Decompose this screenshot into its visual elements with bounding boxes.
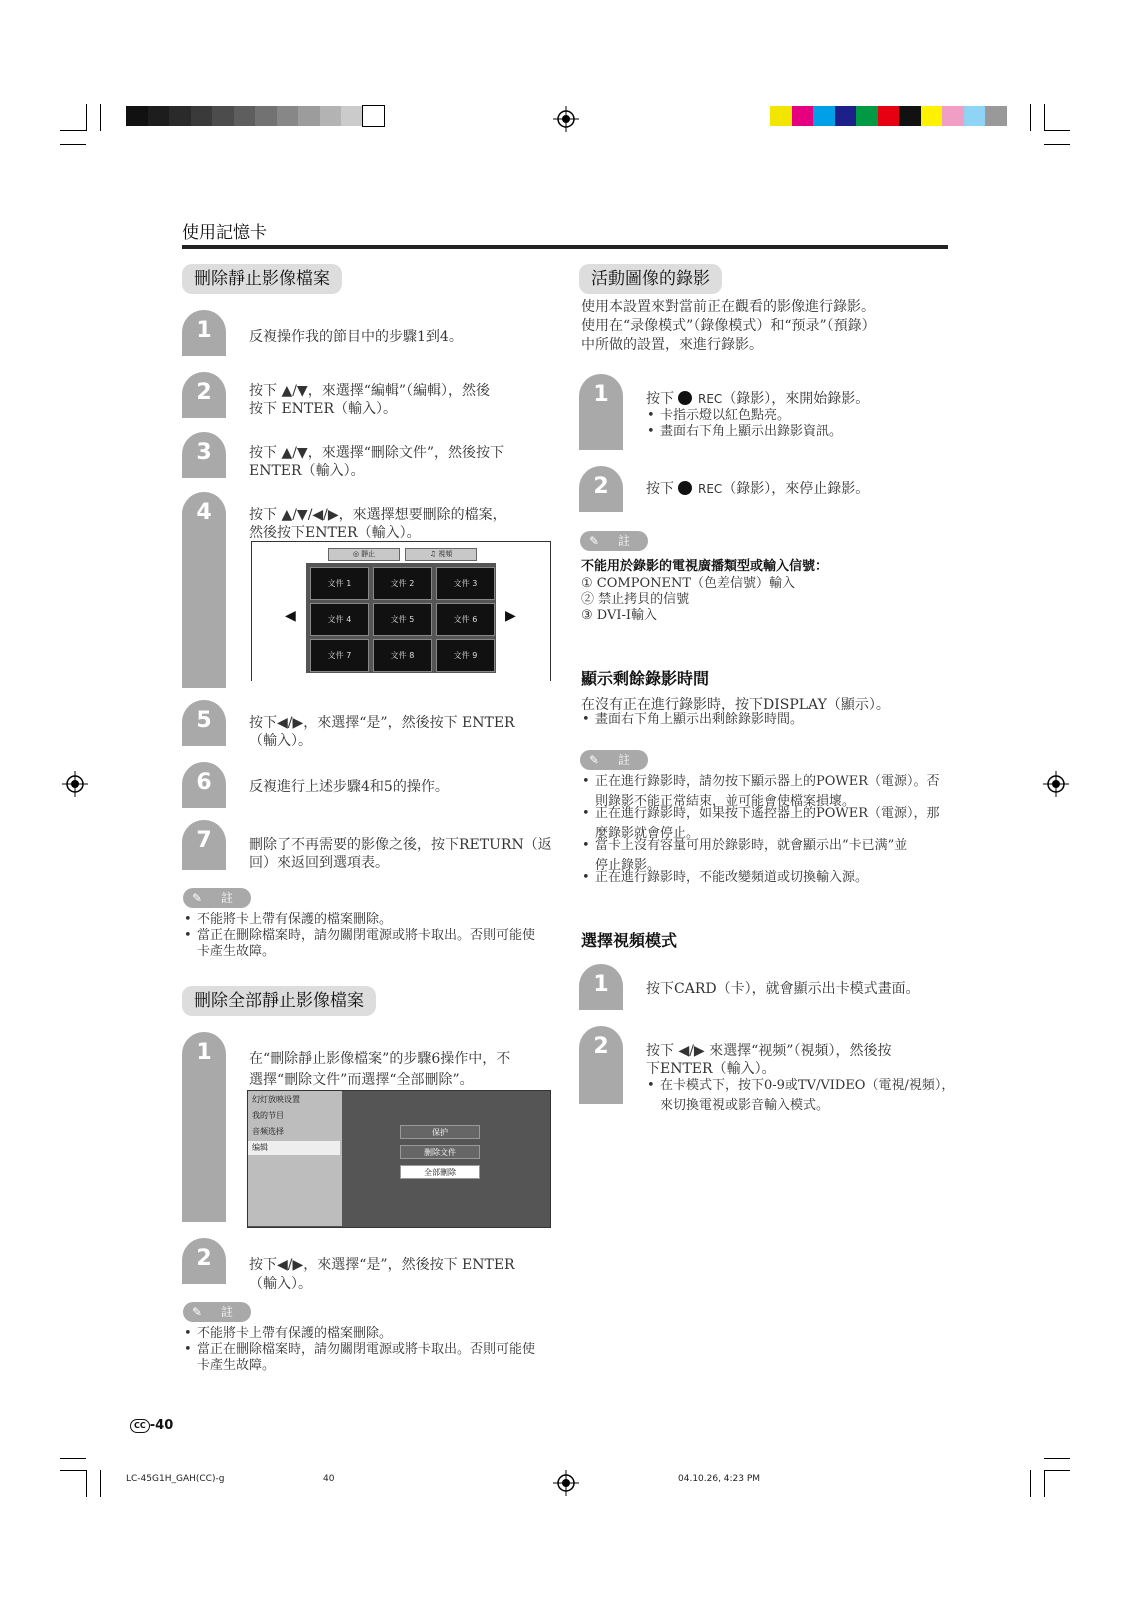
- gray-swatch: [277, 106, 299, 126]
- gray-swatch: [148, 106, 170, 126]
- note-list: [183, 912, 553, 944]
- bullet-item-continued: 來切換電視或影音輸入模式。: [660, 1098, 830, 1113]
- step-5-text-line1: 按下◀/▶，來選擇“是”，然後按下 ENTER: [249, 715, 515, 731]
- step-2-text-line2: 按下 ENTER（輸入）。: [249, 401, 398, 417]
- color-swatch: [964, 106, 986, 126]
- gray-swatch: [191, 106, 213, 126]
- footer-filename: LC-45G1H_GAH(CC)-g: [126, 1474, 225, 1484]
- bullet-item: • 畫面右下角上顯示出錄影資訊。: [646, 424, 946, 440]
- step-3-text-line2: ENTER（輸入）。: [249, 463, 365, 479]
- note-item: • 當正在刪除檔案時，請勿關閉電源或將卡取出。否則可能使: [183, 928, 553, 944]
- step-number: 1: [196, 318, 212, 343]
- crop-mark: [86, 1470, 87, 1497]
- intro-line: 使用本設置來對當前正在觀看的影像進行錄影。: [581, 299, 875, 315]
- step-number: 2: [196, 1246, 212, 1271]
- step-number: 2: [593, 474, 609, 499]
- step-1-bar: [182, 1032, 226, 1222]
- color-swatch: [835, 106, 857, 126]
- note-item-continued: 卡產生故障。: [197, 944, 276, 959]
- step-7-text-line2: 回）來返回到選項表。: [249, 855, 389, 871]
- left-arrow-icon[interactable]: ◀: [285, 608, 296, 624]
- page-header-title: 使用記憶卡: [182, 223, 267, 243]
- registration-mark-icon: [553, 1470, 579, 1496]
- step-2-bar: [579, 466, 623, 512]
- step-4-text-line2: 然後按下ENTER（輸入）。: [249, 525, 421, 541]
- color-swatch: [942, 106, 964, 126]
- registration-mark-icon: [1043, 771, 1069, 797]
- crop-mark: [86, 104, 87, 131]
- crop-mark: [1044, 1470, 1070, 1471]
- step-number: 1: [593, 382, 609, 407]
- note-list: [183, 1326, 553, 1358]
- note-item: • 當卡上沒有容量可用於錄影時，就會顯示出“卡已满”並: [581, 838, 951, 854]
- note-item: • 正在進行錄影時，請勿按下顯示器上的POWER（電源）。否: [581, 774, 951, 790]
- crop-mark: [100, 104, 101, 131]
- note-item: ① COMPONENT（色差信號）輸入: [581, 576, 796, 591]
- delete-all-button[interactable]: 全部刪除: [400, 1165, 480, 1179]
- step-number: 5: [196, 708, 212, 733]
- file-thumbnail[interactable]: 文件 5: [373, 603, 432, 636]
- crop-mark: [1030, 104, 1031, 131]
- intro-line: 中所做的設置，來進行錄影。: [581, 337, 763, 353]
- note-tag: ✎ 註: [183, 1302, 251, 1322]
- record-button-icon: [678, 391, 692, 405]
- color-swatch: [856, 106, 878, 126]
- note-list: [581, 806, 951, 822]
- step-number: 4: [196, 500, 212, 525]
- step-4-bar: [182, 492, 226, 688]
- step-number: 2: [196, 380, 212, 405]
- note-item: • 不能將卡上帶有保護的檔案刪除。: [183, 912, 553, 928]
- step-2-text-line1: 按下 ▲/▼，來選擇“編輯”（編輯），然後: [249, 383, 491, 399]
- step-1-bar: [579, 964, 623, 1010]
- footer-page: 40: [323, 1474, 335, 1484]
- gray-swatch: [126, 106, 148, 126]
- crop-mark: [1030, 1470, 1031, 1497]
- step-number: 6: [196, 770, 212, 795]
- step-2-text: 按下 REC（錄影），來停止錄影。: [646, 481, 870, 497]
- gray-swatch: [255, 106, 277, 126]
- language-badge: CC: [130, 1419, 150, 1433]
- step-number: 2: [593, 1034, 609, 1059]
- pencil-icon: ✎: [589, 534, 600, 548]
- step-1-text-line2: 選擇“刪除文件”而選擇“全部刪除”。: [249, 1072, 474, 1088]
- note-tag: ✎ 註: [183, 888, 251, 908]
- step-2-bullets: [646, 1078, 956, 1094]
- file-thumbnail[interactable]: 文件 3: [436, 567, 495, 600]
- rec-key-label: REC: [698, 482, 723, 496]
- crop-mark: [100, 1470, 101, 1497]
- note-item-continued: 麼錄影就會停止。: [595, 826, 700, 841]
- page-number-value: -40: [149, 1418, 174, 1433]
- step-2-text-line1: 按下 ◀/▶ 來選擇“视频”（視頻），然後按: [646, 1043, 892, 1059]
- bullet-item: • 在卡模式下，按下0-9或TV/VIDEO（電視/視頻），: [646, 1078, 956, 1094]
- note-tag: ✎ 註: [580, 750, 648, 770]
- note-list: [581, 870, 951, 886]
- header-rule: [182, 245, 948, 249]
- step-3-bar: [182, 432, 226, 478]
- step-7-text-line1: 刪除了不再需要的影像之後，按下RETURN（返: [249, 837, 552, 853]
- step-number: 1: [593, 972, 609, 997]
- menu-item[interactable]: 我的节目: [252, 1111, 284, 1120]
- note-heading: 不能用於錄影的電視廣播類型或輸入信號：: [581, 559, 829, 574]
- crop-mark: [1044, 144, 1070, 145]
- rec-key-label: REC: [698, 392, 723, 406]
- page-number: [130, 1418, 173, 1433]
- remaining-time-bullets: [581, 712, 941, 728]
- bullet-item: • 畫面右下角上顯示出剩餘錄影時間。: [581, 712, 941, 728]
- step-2-text-line2: 下ENTER（輸入）。: [646, 1061, 776, 1077]
- gray-swatch: [363, 106, 385, 126]
- gray-swatch: [212, 106, 234, 126]
- note-item-continued: 卡產生故障。: [197, 1358, 276, 1373]
- note-item: ③ DVI-I輸入: [581, 608, 658, 623]
- step-1-bar: [579, 374, 623, 450]
- step-2-bar: [579, 1026, 623, 1104]
- delete-file-button[interactable]: 删除文件: [400, 1145, 480, 1159]
- color-swatch: [813, 106, 835, 126]
- step-number: 7: [196, 828, 212, 853]
- crop-mark: [60, 130, 86, 131]
- right-arrow-icon[interactable]: ▶: [505, 608, 516, 624]
- color-swatch: [770, 106, 792, 126]
- section-title-remaining-time: 顯示剩餘錄影時間: [581, 669, 710, 688]
- crop-mark: [1044, 130, 1070, 131]
- color-swatch: [985, 106, 1007, 126]
- step-6-bar: [182, 762, 226, 808]
- gray-swatch: [169, 106, 191, 126]
- note-tag: ✎ 註: [580, 531, 648, 551]
- color-swatch: [921, 106, 943, 126]
- gray-swatch: [320, 106, 342, 126]
- step-1-text: 按下 REC（錄影），來開始錄影。: [646, 391, 870, 407]
- step-5-bar: [182, 700, 226, 746]
- note-item: • 正在進行錄影時，如果按下遙控器上的POWER（電源），那: [581, 806, 951, 822]
- step-1-bullets: [646, 408, 946, 440]
- file-thumbnail[interactable]: 文件 8: [373, 639, 432, 672]
- section-title-video-mode: 選擇視頻模式: [581, 931, 678, 950]
- menu-item[interactable]: 音频选择: [252, 1127, 284, 1136]
- note-item: • 正在進行錄影時，不能改變頻道或切換輸入源。: [581, 870, 951, 886]
- registration-mark-icon: [62, 771, 88, 797]
- file-thumbnail[interactable]: 文件 4: [310, 603, 369, 636]
- section-title-delete-still: 刪除靜止影像檔案: [182, 264, 342, 294]
- step-7-bar: [182, 820, 226, 870]
- color-swatch: [878, 106, 900, 126]
- menu-item-selected[interactable]: 编辑: [248, 1141, 340, 1155]
- step-2-text-line1: 按下◀/▶，來選擇“是”，然後按下 ENTER: [249, 1257, 515, 1273]
- tab-video: ♫ 視頻: [405, 548, 477, 561]
- crop-mark: [60, 1458, 86, 1459]
- bullet-item: • 卡指示燈以紅色點亮。: [646, 408, 946, 424]
- pencil-icon: ✎: [192, 891, 203, 905]
- color-swatch: [899, 106, 921, 126]
- step-2-text-line2: （輸入）。: [249, 1276, 312, 1292]
- crop-mark: [1044, 1458, 1070, 1459]
- note-list: [581, 774, 951, 790]
- note-item: ② 禁止拷貝的信號: [581, 592, 690, 607]
- protect-button[interactable]: 保护: [400, 1125, 480, 1139]
- file-thumbnail[interactable]: 文件 7: [310, 639, 369, 672]
- step-2-bar: [182, 372, 226, 418]
- section-title-delete-all: 刪除全部靜止影像檔案: [182, 986, 376, 1016]
- gray-swatch: [298, 106, 320, 126]
- file-thumbnail[interactable]: 文件 1: [310, 567, 369, 600]
- step-2-bar: [182, 1238, 226, 1284]
- crop-mark: [60, 144, 86, 145]
- crop-mark: [1044, 104, 1045, 131]
- note-item: • 當正在刪除檔案時，請勿關閉電源或將卡取出。否則可能使: [183, 1342, 553, 1358]
- color-swatch: [792, 106, 814, 126]
- step-4-text-line1: 按下 ▲/▼/◀/▶，來選擇想要刪除的檔案，: [249, 507, 507, 523]
- step-number: 3: [196, 440, 212, 465]
- file-thumbnail[interactable]: 文件 2: [373, 567, 432, 600]
- note-list: [581, 838, 951, 854]
- step-1-text: 反複操作我的節目中的步驟1到4。: [249, 329, 463, 345]
- remaining-time-text: 在沒有正在進行錄影時，按下DISPLAY（顯示）。: [581, 697, 890, 713]
- registration-mark-icon: [553, 106, 579, 132]
- gray-swatch: [341, 106, 363, 126]
- step-6-text: 反複進行上述步驟4和5的操作。: [249, 779, 449, 795]
- note-item-continued: 停止錄影。: [595, 858, 661, 873]
- footer-timestamp: 04.10.26, 4:23 PM: [678, 1474, 761, 1484]
- gray-swatch: [234, 106, 256, 126]
- pencil-icon: ✎: [192, 1305, 203, 1319]
- menu-item[interactable]: 幻灯放映设置: [252, 1095, 300, 1104]
- note-item-continued: 則錄影不能正常結束，並可能會使檔案損壞。: [595, 794, 856, 809]
- section-title-record: 活動圖像的錄影: [579, 264, 722, 294]
- crop-mark: [1044, 1470, 1045, 1497]
- tab-still: ◎ 靜止: [328, 548, 400, 561]
- step-5-text-line2: （輸入）。: [249, 733, 312, 749]
- note-item: • 不能將卡上帶有保護的檔案刪除。: [183, 1326, 553, 1342]
- crop-mark: [60, 1470, 86, 1471]
- file-thumbnail[interactable]: 文件 9: [436, 639, 495, 672]
- file-thumbnail[interactable]: 文件 6: [436, 603, 495, 636]
- step-1-text-line1: 在“刪除靜止影像檔案”的步驟6操作中，不: [249, 1051, 511, 1067]
- step-number: 1: [196, 1040, 212, 1065]
- step-1-bar: [182, 310, 226, 356]
- step-3-text-line1: 按下 ▲/▼，來選擇“刪除文件”，然後按下: [249, 445, 505, 461]
- step-1-text: 按下CARD（卡），就會顯示出卡模式畫面。: [646, 981, 920, 997]
- intro-line: 使用在“录像模式”（錄像模式）和“预录”（預錄）: [581, 318, 876, 334]
- record-button-icon: [678, 481, 692, 495]
- pencil-icon: ✎: [589, 753, 600, 767]
